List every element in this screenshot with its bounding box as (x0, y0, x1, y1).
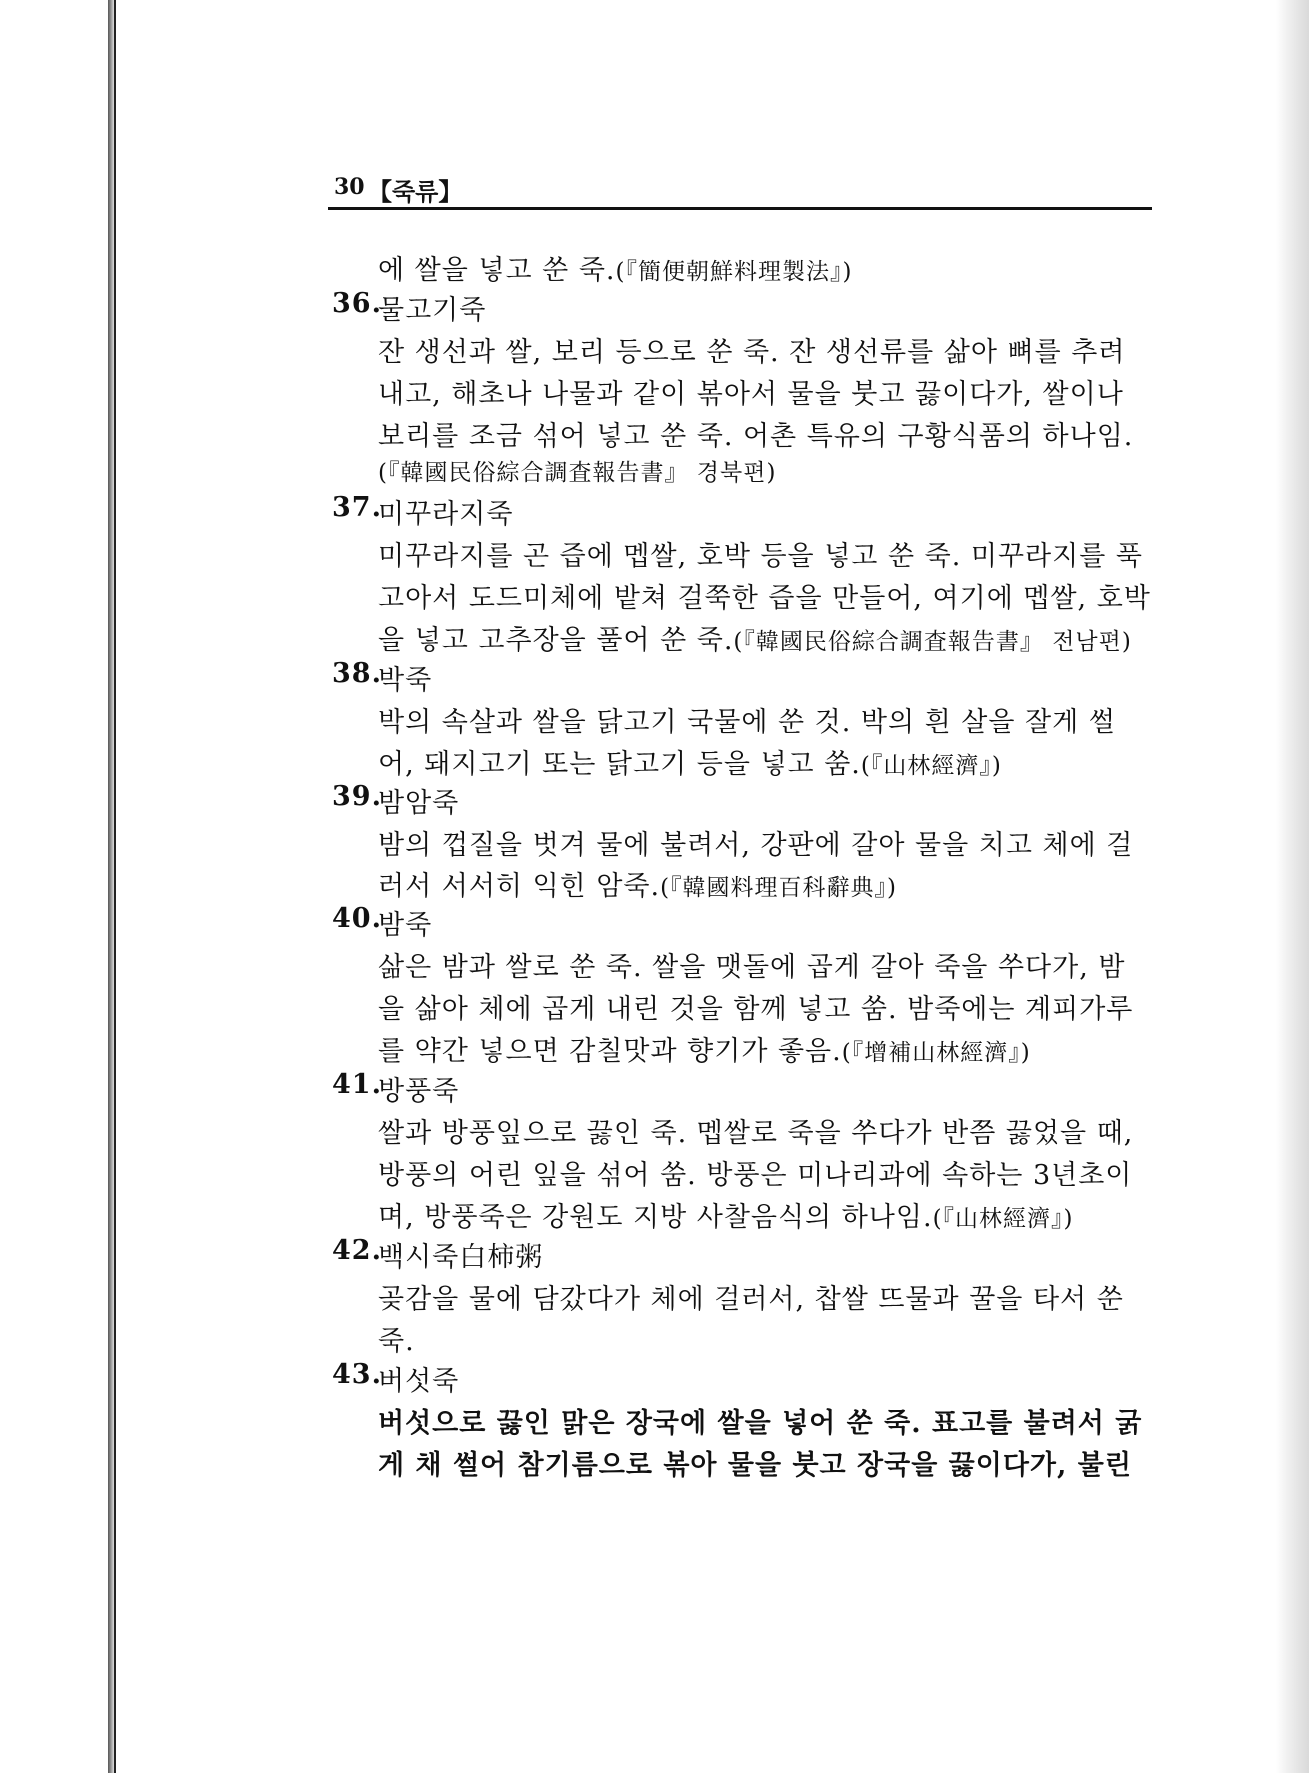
entry-number: 41. (332, 1069, 382, 1100)
body-text: 어, 돼지고기 또는 닭고기 등을 넣고 쑴. (378, 749, 861, 780)
entry-number: 42. (332, 1235, 382, 1266)
citation: (『韓國料理百科辭典』) (660, 875, 898, 901)
entry-title: 방풍죽 (378, 1076, 460, 1107)
body-text: 를 약간 넣으면 감칠맛과 향기가 좋음. (378, 1036, 842, 1067)
entry-title: 미꾸라지죽 (378, 499, 514, 530)
citation: (『簡便朝鮮料理製法』) (615, 259, 853, 285)
continuation-line (378, 248, 852, 287)
section-title: 【죽류】 (368, 177, 463, 206)
entry-title: 밤암죽 (378, 788, 460, 819)
entry-number: 36. (332, 288, 382, 319)
header-rule (328, 207, 1152, 210)
entry-title: 백시죽白柿粥 (378, 1242, 544, 1273)
entry-title: 박죽 (378, 665, 433, 696)
entry-title: 물고기죽 (378, 295, 487, 326)
citation: (『山林經濟』) (860, 753, 1002, 779)
entry-number: 39. (332, 781, 382, 812)
entry-number: 43. (332, 1359, 382, 1390)
body-line: 방풍의 어린 잎을 섞어 쑴. 방풍은 미나리과에 속하는 3년초이 (378, 1160, 1133, 1191)
body-line: 을 삶아 체에 곱게 내린 것을 함께 넣고 쑴. 밤죽에는 계피가루 (378, 994, 1134, 1025)
body-line (378, 618, 1132, 657)
body-line: 박의 속살과 쌀을 닭고기 국물에 쑨 것. 박의 흰 살을 잘게 썰 (378, 707, 1116, 738)
body-line (378, 1029, 1031, 1068)
body-line: 삶은 밤과 쌀로 쑨 죽. 쌀을 맷돌에 곱게 갈아 죽을 쑤다가, 밤 (378, 952, 1126, 983)
citation: (『山林經濟』) (932, 1206, 1074, 1232)
body-line (378, 742, 1002, 781)
page-left-border (114, 0, 116, 1773)
entry-number: 38. (332, 658, 382, 689)
body-line: 내고, 해초나 나물과 같이 볶아서 물을 붓고 끓이다가, 쌀이나 (378, 379, 1124, 410)
page-number: 30 (334, 174, 365, 200)
body-line (378, 1195, 1074, 1234)
body-line: 곶감을 물에 담갔다가 체에 걸러서, 찹쌀 뜨물과 꿀을 타서 쑨 (378, 1284, 1124, 1315)
body-text: 러서 서서히 익힌 암죽. (378, 871, 661, 902)
body-line: 보리를 조금 섞어 넣고 쑨 죽. 어촌 특유의 구황식품의 하나임. (378, 421, 1134, 452)
body-line: 밤의 껍질을 벗겨 물에 불려서, 강판에 갈아 물을 치고 체에 걸 (378, 830, 1134, 861)
citation: (『韓國民俗綜合調査報告書』 경북편) (378, 460, 777, 486)
body-text: 며, 방풍죽은 강원도 지방 사찰음식의 하나임. (378, 1202, 933, 1233)
entry-number: 37. (332, 492, 382, 523)
page-right-edge (1276, 0, 1309, 1773)
body-line: 잔 생선과 쌀, 보리 등으로 쑨 죽. 잔 생선류를 삶아 뼈를 추려 (378, 337, 1126, 368)
entry-title: 밤죽 (378, 910, 433, 941)
body-text: 을 넣고 고추장을 풀어 쑨 죽. (378, 625, 734, 656)
body-line (378, 864, 897, 903)
body-line: 미꾸라지를 곤 즙에 멥쌀, 호박 등을 넣고 쑨 죽. 미꾸라지를 푹 (378, 541, 1143, 572)
body-line: 게 채 썰어 참기름으로 볶아 물을 붓고 장국을 끓이다가, 불린 (378, 1450, 1132, 1481)
body-line: 죽. (378, 1326, 415, 1357)
citation: (『韓國民俗綜合調査報告書』 전남편) (733, 629, 1132, 655)
entry-title: 버섯죽 (378, 1366, 460, 1397)
body-text: 에 쌀을 넣고 쑨 죽. (378, 255, 616, 286)
body-line: 버섯으로 끓인 맑은 장국에 쌀을 넣어 쑨 죽. 표고를 불려서 굵 (378, 1408, 1143, 1439)
body-line: 쌀과 방풍잎으로 끓인 죽. 멥쌀로 죽을 쑤다가 반쯤 끓었을 때, (378, 1118, 1134, 1149)
entry-number: 40. (332, 903, 382, 934)
citation: (『增補山林經濟』) (841, 1040, 1031, 1066)
running-header (328, 168, 1152, 208)
body-line: 고아서 도드미체에 밭쳐 걸쭉한 즙을 만들어, 여기에 멥쌀, 호박 (378, 583, 1151, 614)
